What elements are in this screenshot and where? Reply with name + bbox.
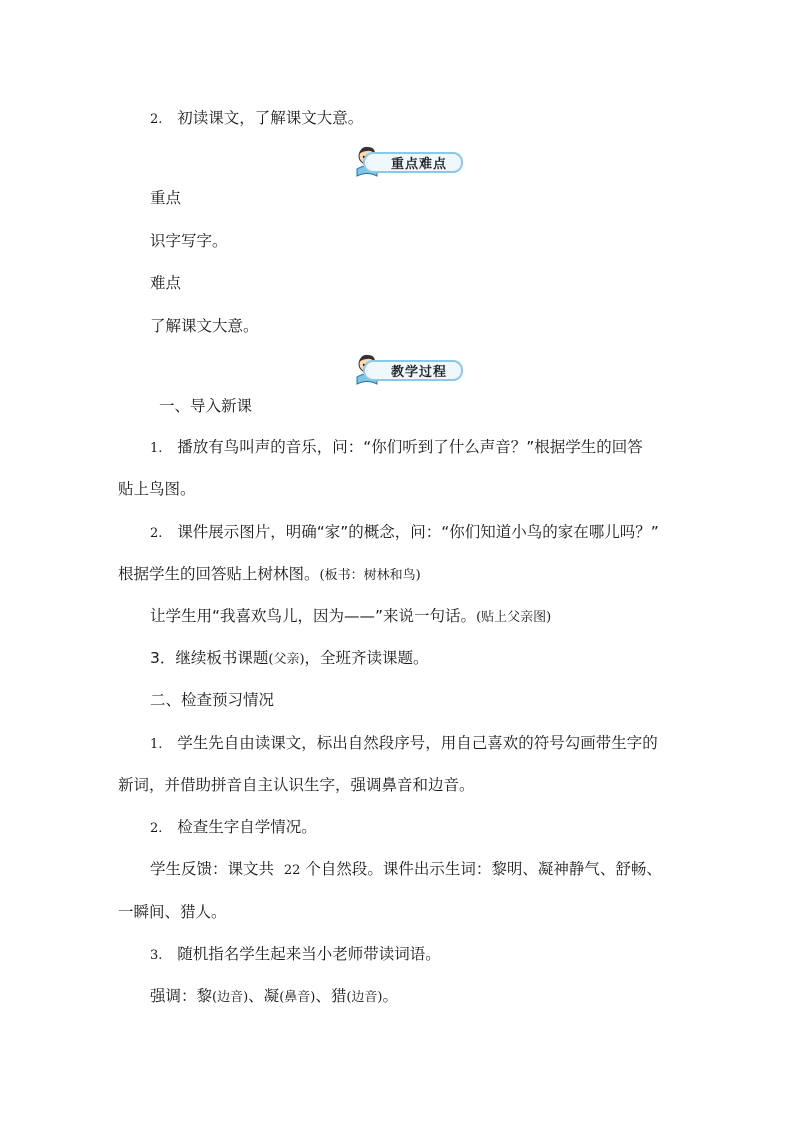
s2-emphasis: 强调：黎(边音)、凝(鼻音)、猎(边音)。 xyxy=(150,987,399,1005)
s2-item-1-line-1: 1. 学生先自由读课文，标出自然段序号，用自己喜欢的符号勾画带生字的 xyxy=(150,734,658,752)
s2-feedback-line-1: 学生反馈：课文共 22 个自然段。课件出示生词：黎明、凝神静气、舒畅、 xyxy=(150,860,662,878)
s1-item-1-line-2: 贴上鸟图。 xyxy=(118,480,196,498)
s2-item-3: 3. 随机指名学生起来当小老师带读词语。 xyxy=(150,945,441,963)
blackboard-note: (父亲) xyxy=(268,652,305,667)
badge-label: 教学过程 xyxy=(391,365,448,380)
badge-label: 重点难点 xyxy=(391,157,448,172)
key-points-badge xyxy=(353,143,465,179)
s1-item-1-line-1: 1. 播放有鸟叫声的音乐，问：“你们听到了什么声音？”根据学生的回答 xyxy=(150,438,643,456)
difficulty-text: 了解课文大意。 xyxy=(150,317,259,335)
s2-feedback-line-2: 一瞬间、猎人。 xyxy=(118,903,227,921)
key-heading: 重点 xyxy=(150,189,182,207)
blackboard-note: (板书：树林和鸟) xyxy=(319,568,421,583)
difficulty-heading: 难点 xyxy=(150,274,182,292)
blackboard-note: (贴上父亲图) xyxy=(476,610,552,625)
s1-item-2-line-1: 2. 课件展示图片，明确“家”的概念，问：“你们知道小鸟的家在哪儿吗？” xyxy=(150,523,659,541)
section-2-title: 二、检查预习情况 xyxy=(150,691,275,709)
s1-item-3: 3．继续板书课题(父亲)，全班齐读课题。 xyxy=(150,649,429,667)
s1-item-2-line-2: 根据学生的回答贴上树林图。(板书：树林和鸟) xyxy=(118,565,421,583)
key-text: 识字写字。 xyxy=(150,232,228,250)
s2-item-1-line-2: 新词，并借助拼音自主认识生字，强调鼻音和边音。 xyxy=(118,776,475,794)
s1-say-line: 让学生用“我喜欢鸟儿，因为——”来说一句话。(贴上父亲图) xyxy=(150,607,552,625)
section-1-title: 一、导入新课 xyxy=(159,397,253,415)
s2-item-2: 2. 检查生字自学情况。 xyxy=(150,818,317,836)
objective-item-2: 2. 初读课文，了解课文大意。 xyxy=(150,109,364,127)
teaching-process-badge xyxy=(353,351,465,387)
